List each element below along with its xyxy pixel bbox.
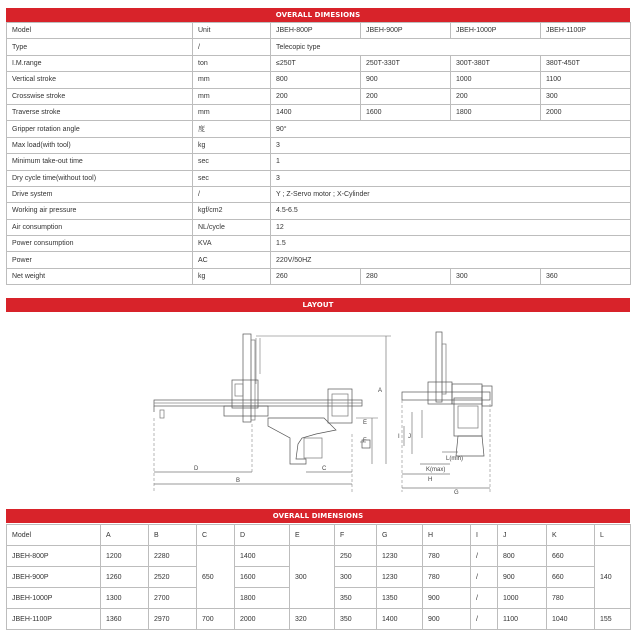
table-row	[7, 525, 631, 546]
value-cell: 900	[423, 609, 471, 630]
table-row	[7, 55, 631, 71]
dim-label-f: F	[363, 438, 367, 444]
row-label: Traverse stroke	[7, 104, 193, 120]
layout-header: LAYOUT	[6, 298, 630, 312]
value-cell: 700	[197, 609, 235, 630]
value-cell: /	[471, 546, 498, 567]
value-cell: 1400	[235, 546, 290, 567]
table-row	[7, 154, 631, 170]
value-cell: 1400	[377, 609, 423, 630]
value-cell: Y ; Z-Servo motor ; X-Cylinder	[271, 186, 631, 202]
table-row	[7, 236, 631, 252]
value-cell: 1.5	[271, 236, 631, 252]
value-cell: 320	[290, 609, 335, 630]
dim-label-d: D	[194, 466, 199, 472]
header-cell: K	[547, 525, 595, 546]
value-cell: 90°	[271, 121, 631, 137]
header-cell: Model	[7, 23, 193, 39]
value-cell: /	[471, 609, 498, 630]
value-cell: 4.5-6.5	[271, 203, 631, 219]
value-cell: 155	[595, 609, 631, 630]
value-cell: 350	[335, 609, 377, 630]
value-cell: 1260	[101, 567, 149, 588]
dim-label-k-max: K(max)	[426, 467, 446, 473]
value-cell: 780	[547, 588, 595, 609]
value-cell: 3	[271, 137, 631, 153]
unit-cell: KVA	[193, 236, 271, 252]
model-cell: JBEH-1000P	[7, 588, 101, 609]
header-cell: L	[595, 525, 631, 546]
front-view-dimension-labels	[398, 434, 463, 496]
dim-label-i: I	[398, 434, 400, 440]
row-label: Vertical stroke	[7, 72, 193, 88]
value-cell: 660	[547, 567, 595, 588]
value-cell: 360	[541, 268, 631, 284]
side-view-dimension-labels	[194, 388, 382, 484]
table-row	[7, 546, 631, 567]
header-cell: Model	[7, 525, 101, 546]
value-cell: 140	[595, 546, 631, 609]
value-cell: 1200	[101, 546, 149, 567]
header-cell: D	[235, 525, 290, 546]
header-cell: F	[335, 525, 377, 546]
value-cell: 1100	[498, 609, 547, 630]
table-row	[7, 186, 631, 202]
front-view-drawing	[402, 332, 492, 492]
unit-cell: kg	[193, 268, 271, 284]
layout-drawing	[6, 314, 630, 496]
table-row	[7, 609, 631, 630]
value-cell: 1230	[377, 567, 423, 588]
row-label: Working air pressure	[7, 203, 193, 219]
value-cell: /	[471, 588, 498, 609]
unit-cell: sec	[193, 170, 271, 186]
unit-cell: ton	[193, 55, 271, 71]
dim-label-b: B	[236, 478, 241, 484]
value-cell: 1600	[361, 104, 451, 120]
model-cell: JBEH-800P	[7, 546, 101, 567]
row-label: Drive system	[7, 186, 193, 202]
model-cell: JBEH-1100P	[7, 609, 101, 630]
row-label: Power	[7, 252, 193, 268]
unit-cell: /	[193, 186, 271, 202]
unit-cell: 度	[193, 121, 271, 137]
header-cell: E	[290, 525, 335, 546]
value-cell: 2520	[149, 567, 197, 588]
model-cell: JBEH-900P	[7, 567, 101, 588]
value-cell: 650	[197, 546, 235, 609]
table-row	[7, 88, 631, 104]
row-label: Max load(with tool)	[7, 137, 193, 153]
header-cell: C	[197, 525, 235, 546]
spec-table	[6, 22, 631, 285]
table-row	[7, 268, 631, 284]
value-cell: 300	[451, 268, 541, 284]
value-cell: 780	[423, 567, 471, 588]
table-row	[7, 23, 631, 39]
dimensions-table	[6, 524, 631, 630]
row-label: Net weight	[7, 268, 193, 284]
dim-label-h: H	[428, 477, 433, 483]
unit-cell: /	[193, 39, 271, 55]
header-cell: JBEH-1100P	[541, 23, 631, 39]
value-cell: ≤250T	[271, 55, 361, 71]
value-cell: 250T-330T	[361, 55, 451, 71]
value-cell: 250	[335, 546, 377, 567]
header-cell: J	[498, 525, 547, 546]
value-cell: 1300	[101, 588, 149, 609]
value-cell: 2700	[149, 588, 197, 609]
value-cell: 800	[271, 72, 361, 88]
value-cell: 900	[498, 567, 547, 588]
value-cell: 900	[423, 588, 471, 609]
header-cell: H	[423, 525, 471, 546]
header-cell: A	[101, 525, 149, 546]
dimensions-header: OVERALL DIMENSIONS	[6, 509, 630, 523]
row-label: Power consumption	[7, 236, 193, 252]
header-cell: JBEH-1000P	[451, 23, 541, 39]
value-cell: 300T-380T	[451, 55, 541, 71]
unit-cell: NL/cycle	[193, 219, 271, 235]
dim-label-g: G	[454, 490, 459, 496]
value-cell: 1800	[451, 104, 541, 120]
value-cell: 1000	[498, 588, 547, 609]
value-cell: 900	[361, 72, 451, 88]
header-cell: Unit	[193, 23, 271, 39]
header-cell: JBEH-800P	[271, 23, 361, 39]
value-cell: 380T-450T	[541, 55, 631, 71]
unit-cell: AC	[193, 252, 271, 268]
value-cell: 260	[271, 268, 361, 284]
overall-dimensions-header: OVERALL DIMESIONS	[6, 8, 630, 22]
row-label: Air consumption	[7, 219, 193, 235]
row-label: Crosswise stroke	[7, 88, 193, 104]
unit-cell: mm	[193, 72, 271, 88]
value-cell: 1350	[377, 588, 423, 609]
table-row	[7, 170, 631, 186]
table-row	[7, 252, 631, 268]
row-label: Minimum take-out time	[7, 154, 193, 170]
unit-cell: mm	[193, 88, 271, 104]
dim-label-l-min: L(min)	[446, 456, 464, 462]
value-cell: 12	[271, 219, 631, 235]
value-cell: 200	[271, 88, 361, 104]
value-cell: 1100	[541, 72, 631, 88]
table-row	[7, 137, 631, 153]
value-cell: Telecopic type	[271, 39, 631, 55]
table-row	[7, 39, 631, 55]
unit-cell: sec	[193, 154, 271, 170]
value-cell: 2970	[149, 609, 197, 630]
value-cell: 1360	[101, 609, 149, 630]
value-cell: /	[471, 567, 498, 588]
row-label: Type	[7, 39, 193, 55]
value-cell: 200	[451, 88, 541, 104]
unit-cell: kg	[193, 137, 271, 153]
dim-label-a: A	[378, 388, 383, 394]
dim-label-e: E	[363, 420, 368, 426]
value-cell: 300	[335, 567, 377, 588]
value-cell: 220V/50HZ	[271, 252, 631, 268]
value-cell: 1000	[451, 72, 541, 88]
row-label: I.M.range	[7, 55, 193, 71]
header-cell: I	[471, 525, 498, 546]
header-cell: JBEH-900P	[361, 23, 451, 39]
header-cell: B	[149, 525, 197, 546]
value-cell: 1400	[271, 104, 361, 120]
value-cell: 200	[361, 88, 451, 104]
value-cell: 1600	[235, 567, 290, 588]
table-row	[7, 121, 631, 137]
value-cell: 2000	[541, 104, 631, 120]
header-cell: G	[377, 525, 423, 546]
value-cell: 2000	[235, 609, 290, 630]
value-cell: 780	[423, 546, 471, 567]
unit-cell: kgf/cm2	[193, 203, 271, 219]
value-cell: 1800	[235, 588, 290, 609]
dim-label-c: C	[322, 466, 327, 472]
value-cell: 660	[547, 546, 595, 567]
table-row	[7, 219, 631, 235]
value-cell: 1040	[547, 609, 595, 630]
value-cell: 300	[290, 546, 335, 609]
table-row	[7, 104, 631, 120]
table-row	[7, 203, 631, 219]
value-cell: 300	[541, 88, 631, 104]
row-label: Dry cycle time(without tool)	[7, 170, 193, 186]
side-view-drawing	[154, 334, 391, 492]
unit-cell: mm	[193, 104, 271, 120]
value-cell: 1230	[377, 546, 423, 567]
value-cell: 280	[361, 268, 451, 284]
value-cell: 800	[498, 546, 547, 567]
table-row	[7, 72, 631, 88]
value-cell: 2280	[149, 546, 197, 567]
value-cell: 350	[335, 588, 377, 609]
value-cell: 1	[271, 154, 631, 170]
row-label: Gripper rotation angle	[7, 121, 193, 137]
value-cell: 3	[271, 170, 631, 186]
dim-label-j: J	[408, 434, 411, 440]
